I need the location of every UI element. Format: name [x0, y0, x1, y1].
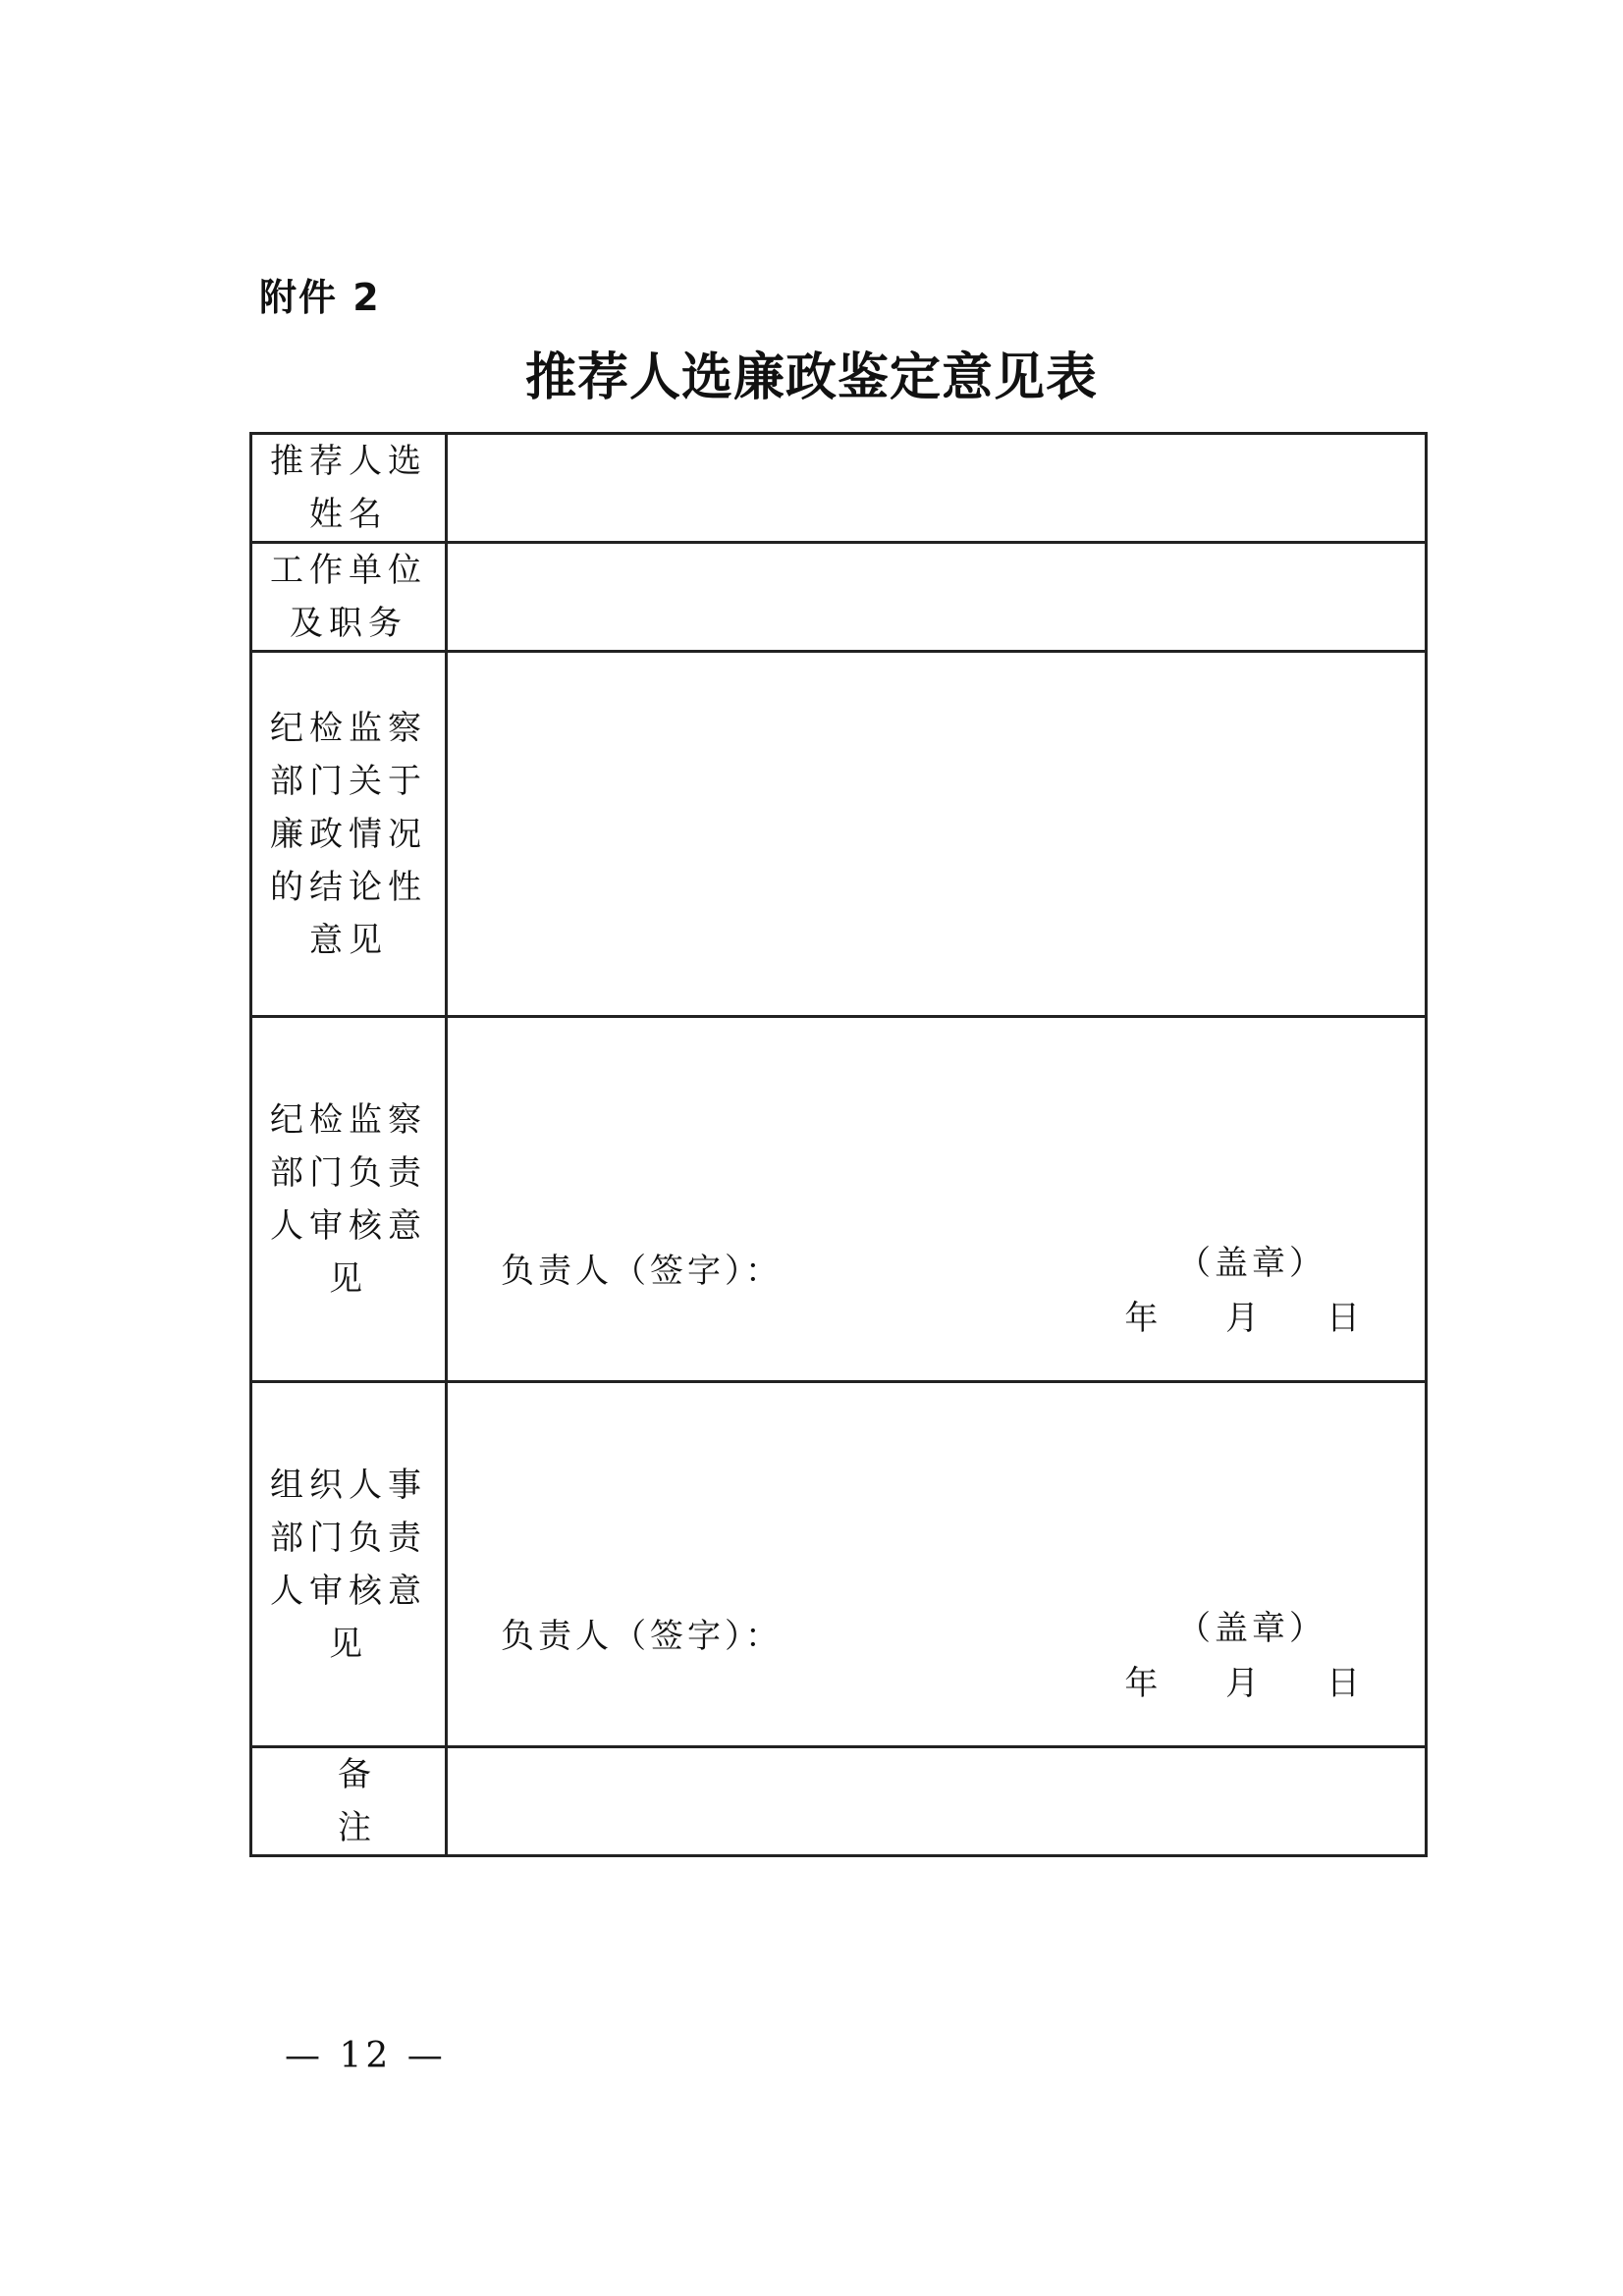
label-line: 人审核意: [270, 1205, 427, 1246]
date-label: 年 月 日: [1124, 1299, 1360, 1338]
label-line: 意见: [309, 920, 388, 960]
label-line: 部门关于: [270, 761, 427, 801]
work-unit-label: [251, 543, 447, 652]
work-unit-field[interactable]: [447, 543, 1427, 652]
label-line: 推荐人选: [270, 442, 427, 481]
discipline-review-label: [251, 1017, 447, 1382]
label-line: 及职务: [290, 604, 407, 643]
signature-label: 负责人（签字）：: [501, 1252, 783, 1291]
candidate-name-field[interactable]: [447, 434, 1427, 543]
remarks-label: [251, 1747, 447, 1856]
label-line: 人审核意: [270, 1571, 427, 1611]
table-row: [251, 1382, 1427, 1747]
remarks-field[interactable]: [447, 1747, 1427, 1856]
label-line: 廉政情况: [270, 814, 427, 854]
seal-label: （盖章）: [1177, 1609, 1326, 1648]
label-line: 见: [329, 1258, 368, 1299]
table-row: [251, 652, 1427, 1017]
discipline-review-field[interactable]: [447, 1017, 1427, 1382]
table-row: [251, 434, 1427, 543]
label-line: 部门负责: [270, 1518, 427, 1558]
table-row: [251, 543, 1427, 652]
date-label: 年 月 日: [1124, 1664, 1360, 1703]
signature-label: 负责人（签字）：: [501, 1617, 783, 1656]
label-line: 姓名: [309, 495, 388, 534]
label-line: 纪检监察: [270, 1099, 427, 1140]
attachment-label: 附件 2: [259, 276, 381, 319]
label-line: 组织人事: [270, 1465, 427, 1505]
discipline-conclusion-field[interactable]: [447, 652, 1427, 1017]
page-number: — 12 —: [285, 2036, 447, 2076]
integrity-appraisal-form: [249, 432, 1428, 1857]
candidate-name-label: [251, 434, 447, 543]
table-row: [251, 1747, 1427, 1856]
label-line: 备注: [338, 1755, 418, 1847]
seal-label: （盖章）: [1177, 1244, 1326, 1283]
page-title: 推荐人选廉政鉴定意见表: [524, 347, 1098, 407]
table-row: [251, 1017, 1427, 1382]
label-line: 部门负责: [270, 1152, 427, 1193]
discipline-conclusion-label: [251, 652, 447, 1017]
hr-review-label: [251, 1382, 447, 1747]
label-line: 见: [329, 1624, 368, 1664]
label-line: 纪检监察: [270, 708, 427, 748]
label-line: 的结论性: [270, 867, 427, 907]
label-line: 工作单位: [270, 551, 427, 590]
hr-review-field[interactable]: [447, 1382, 1427, 1747]
